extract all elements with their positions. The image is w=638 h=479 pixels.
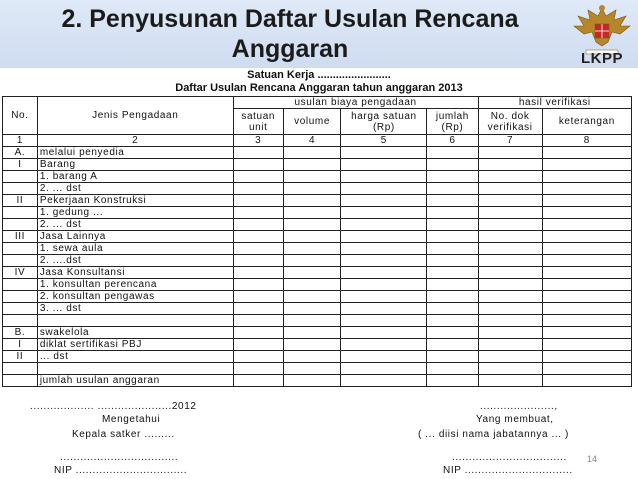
table-header-row-1: [3, 97, 632, 109]
empty-cell: [283, 291, 341, 303]
empty-cell: [542, 339, 631, 351]
form-header-title: Daftar Usulan Rencana Anggaran tahun anggaran 2013: [175, 82, 463, 94]
empty-cell: [478, 291, 542, 303]
row-number-cell: I: [3, 339, 38, 351]
empty-cell: [283, 351, 341, 363]
empty-cell: [542, 147, 631, 159]
row-jenis-cell: melalui penyedia: [37, 147, 233, 159]
column-number: 3: [233, 135, 283, 147]
lkpp-logo: LKPP: [580, 50, 623, 67]
table-row: [3, 183, 632, 195]
empty-cell: [427, 339, 478, 351]
row-number-cell: [3, 171, 38, 183]
empty-cell: [542, 351, 631, 363]
col-header-satuan-unit: satuan unit: [233, 109, 283, 135]
footer-jabatan: ( ... diisi nama jabatannya ... ): [418, 429, 569, 440]
col-header-keterangan: keterangan: [542, 109, 631, 135]
col-header-volume: volume: [283, 109, 341, 135]
empty-cell: [542, 279, 631, 291]
empty-cell: [478, 159, 542, 171]
empty-cell: [427, 327, 478, 339]
empty-cell: [233, 219, 283, 231]
table-row: [3, 171, 632, 183]
empty-cell: [341, 147, 427, 159]
row-jenis-cell: Jasa Lainnya: [37, 231, 233, 243]
row-jenis-cell: 3. ... dst: [37, 303, 233, 315]
empty-cell: [542, 159, 631, 171]
row-number-cell: [3, 375, 38, 387]
empty-cell: [478, 207, 542, 219]
empty-cell: [478, 267, 542, 279]
row-number-cell: [3, 363, 38, 375]
empty-cell: [283, 159, 341, 171]
table-row: [3, 279, 632, 291]
empty-cell: [233, 171, 283, 183]
empty-cell: [341, 183, 427, 195]
empty-cell: [478, 147, 542, 159]
column-number: 2: [37, 135, 233, 147]
empty-cell: [283, 339, 341, 351]
row-number-cell: II: [3, 351, 38, 363]
row-number-cell: [3, 315, 38, 327]
empty-cell: [341, 339, 427, 351]
col-header-jenis: Jenis Pengadaan: [37, 97, 233, 135]
empty-cell: [542, 327, 631, 339]
table-row: [3, 375, 632, 387]
empty-cell: [341, 171, 427, 183]
form-header-satker: Satuan Kerja ........................: [247, 69, 391, 81]
empty-cell: [341, 207, 427, 219]
empty-cell: [283, 147, 341, 159]
row-jenis-cell: swakelola: [37, 327, 233, 339]
empty-cell: [478, 171, 542, 183]
empty-cell: [233, 255, 283, 267]
empty-cell: [233, 159, 283, 171]
row-jenis-cell: [37, 315, 233, 327]
empty-cell: [283, 243, 341, 255]
row-jenis-cell: diklat sertifikasi PBJ: [37, 339, 233, 351]
row-number-cell: [3, 279, 38, 291]
empty-cell: [341, 291, 427, 303]
column-number: 4: [283, 135, 341, 147]
row-jenis-cell: 2. ... dst: [37, 219, 233, 231]
row-number-cell: [3, 243, 38, 255]
table-row: [3, 339, 632, 351]
footer-mengetahui: Mengetahui: [102, 414, 161, 425]
empty-cell: [233, 351, 283, 363]
empty-cell: [283, 279, 341, 291]
empty-cell: [341, 195, 427, 207]
empty-cell: [427, 375, 478, 387]
row-jenis-cell: Jasa Konsultansi: [37, 267, 233, 279]
empty-cell: [233, 339, 283, 351]
row-jenis-cell: 1. sewa aula: [37, 243, 233, 255]
empty-cell: [283, 255, 341, 267]
empty-cell: [478, 351, 542, 363]
row-jenis-cell: 1. barang A: [37, 171, 233, 183]
empty-cell: [283, 219, 341, 231]
row-number-cell: I: [3, 159, 38, 171]
empty-cell: [341, 363, 427, 375]
row-number-cell: [3, 255, 38, 267]
empty-cell: [283, 375, 341, 387]
table-row: [3, 231, 632, 243]
row-number-cell: [3, 303, 38, 315]
empty-cell: [233, 267, 283, 279]
row-number-cell: [3, 219, 38, 231]
footer-date-line: ................... ......................2012: [30, 401, 197, 412]
row-jenis-cell: 2. konsultan pengawas: [37, 291, 233, 303]
empty-cell: [427, 147, 478, 159]
empty-cell: [478, 195, 542, 207]
row-jenis-cell: 1. konsultan perencana: [37, 279, 233, 291]
footer-left-signature-line: ...................................: [60, 452, 179, 463]
empty-cell: [283, 231, 341, 243]
column-number: 5: [341, 135, 427, 147]
table-row: [3, 351, 632, 363]
empty-cell: [542, 219, 631, 231]
page-number: 14: [587, 454, 598, 464]
empty-cell: [542, 291, 631, 303]
footer-left-nip: NIP .................................: [54, 465, 188, 476]
empty-cell: [341, 267, 427, 279]
empty-cell: [233, 363, 283, 375]
empty-cell: [341, 375, 427, 387]
footer-yang-membuat: Yang membuat,: [476, 414, 554, 425]
empty-cell: [283, 183, 341, 195]
slide-title: [30, 4, 550, 64]
empty-cell: [427, 159, 478, 171]
empty-cell: [478, 375, 542, 387]
empty-cell: [542, 171, 631, 183]
empty-cell: [542, 255, 631, 267]
row-jenis-cell: 1. gedung ...: [37, 207, 233, 219]
footer-right-signature-line: ..................................: [452, 452, 567, 463]
col-header-harga: harga satuan (Rp): [341, 109, 427, 135]
empty-cell: [427, 315, 478, 327]
row-number-cell: [3, 183, 38, 195]
table-row: [3, 195, 632, 207]
table-row: [3, 159, 632, 171]
table-row: [3, 219, 632, 231]
empty-cell: [341, 243, 427, 255]
empty-cell: [283, 171, 341, 183]
empty-cell: [542, 183, 631, 195]
row-number-cell: III: [3, 231, 38, 243]
row-jenis-cell: Pekerjaan Konstruksi: [37, 195, 233, 207]
row-jenis-cell: [37, 363, 233, 375]
empty-cell: [427, 255, 478, 267]
col-header-no-dok: No. dok verifikasi: [478, 109, 542, 135]
row-jenis-cell: ... dst: [37, 351, 233, 363]
empty-cell: [542, 243, 631, 255]
row-jenis-cell: Barang: [37, 159, 233, 171]
empty-cell: [233, 183, 283, 195]
table-row: [3, 207, 632, 219]
col-group-verifikasi: hasil verifikasi: [478, 97, 631, 109]
empty-cell: [233, 291, 283, 303]
empty-cell: [478, 219, 542, 231]
footer-right-nip: NIP ................................: [443, 465, 573, 476]
footer-kepala-satker: Kepala satker .........: [72, 429, 175, 440]
empty-cell: [478, 339, 542, 351]
empty-cell: [427, 267, 478, 279]
empty-cell: [233, 375, 283, 387]
empty-cell: [542, 207, 631, 219]
row-number-cell: [3, 207, 38, 219]
empty-cell: [542, 315, 631, 327]
empty-cell: [233, 315, 283, 327]
empty-cell: [427, 243, 478, 255]
empty-cell: [341, 303, 427, 315]
empty-cell: [233, 231, 283, 243]
empty-cell: [341, 231, 427, 243]
empty-cell: [542, 303, 631, 315]
table-row: [3, 243, 632, 255]
empty-cell: [233, 243, 283, 255]
empty-cell: [427, 195, 478, 207]
empty-cell: [427, 351, 478, 363]
empty-cell: [283, 267, 341, 279]
empty-cell: [427, 171, 478, 183]
empty-cell: [427, 291, 478, 303]
column-number: 7: [478, 135, 542, 147]
empty-cell: [283, 327, 341, 339]
budget-table: [2, 96, 632, 387]
table-row: [3, 267, 632, 279]
empty-cell: [478, 243, 542, 255]
slide-title-line-2: Anggaran: [231, 35, 349, 63]
empty-cell: [427, 183, 478, 195]
empty-cell: [233, 279, 283, 291]
empty-cell: [233, 327, 283, 339]
empty-cell: [233, 195, 283, 207]
empty-cell: [427, 207, 478, 219]
empty-cell: [341, 327, 427, 339]
empty-cell: [341, 279, 427, 291]
empty-cell: [341, 159, 427, 171]
footer-date-right: ......................,: [480, 401, 558, 412]
empty-cell: [542, 267, 631, 279]
row-number-cell: IV: [3, 267, 38, 279]
empty-cell: [341, 351, 427, 363]
table-row: [3, 327, 632, 339]
table-row: [3, 315, 632, 327]
table-row: [3, 303, 632, 315]
empty-cell: [478, 255, 542, 267]
empty-cell: [427, 363, 478, 375]
column-number: 6: [427, 135, 478, 147]
empty-cell: [478, 231, 542, 243]
empty-cell: [427, 231, 478, 243]
column-number: 1: [3, 135, 38, 147]
empty-cell: [478, 183, 542, 195]
row-jenis-cell: 2. ....dst: [37, 255, 233, 267]
empty-cell: [341, 255, 427, 267]
empty-cell: [233, 207, 283, 219]
empty-cell: [542, 195, 631, 207]
col-group-biaya: usulan biaya pengadaan: [233, 97, 478, 109]
empty-cell: [427, 219, 478, 231]
column-number: 8: [542, 135, 631, 147]
empty-cell: [283, 363, 341, 375]
column-number-row: [3, 135, 632, 147]
empty-cell: [283, 315, 341, 327]
empty-cell: [283, 207, 341, 219]
row-jenis-cell: jumlah usulan anggaran: [37, 375, 233, 387]
empty-cell: [233, 303, 283, 315]
table-row: [3, 147, 632, 159]
row-number-cell: B.: [3, 327, 38, 339]
empty-cell: [542, 231, 631, 243]
table-row: [3, 291, 632, 303]
col-header-no: No.: [3, 97, 38, 135]
row-number-cell: II: [3, 195, 38, 207]
empty-cell: [341, 315, 427, 327]
empty-cell: [478, 363, 542, 375]
empty-cell: [542, 363, 631, 375]
empty-cell: [478, 303, 542, 315]
empty-cell: [341, 219, 427, 231]
empty-cell: [233, 147, 283, 159]
empty-cell: [283, 195, 341, 207]
empty-cell: [427, 279, 478, 291]
slide-title-line-1: 2. Penyusunan Daftar Usulan Rencana: [61, 5, 519, 33]
empty-cell: [542, 375, 631, 387]
row-number-cell: [3, 291, 38, 303]
empty-cell: [478, 315, 542, 327]
empty-cell: [427, 303, 478, 315]
row-number-cell: A.: [3, 147, 38, 159]
table-row: [3, 255, 632, 267]
table-row: [3, 363, 632, 375]
empty-cell: [478, 279, 542, 291]
empty-cell: [478, 327, 542, 339]
empty-cell: [283, 303, 341, 315]
col-header-jumlah: jumlah (Rp): [427, 109, 478, 135]
row-jenis-cell: 2. ... dst: [37, 183, 233, 195]
